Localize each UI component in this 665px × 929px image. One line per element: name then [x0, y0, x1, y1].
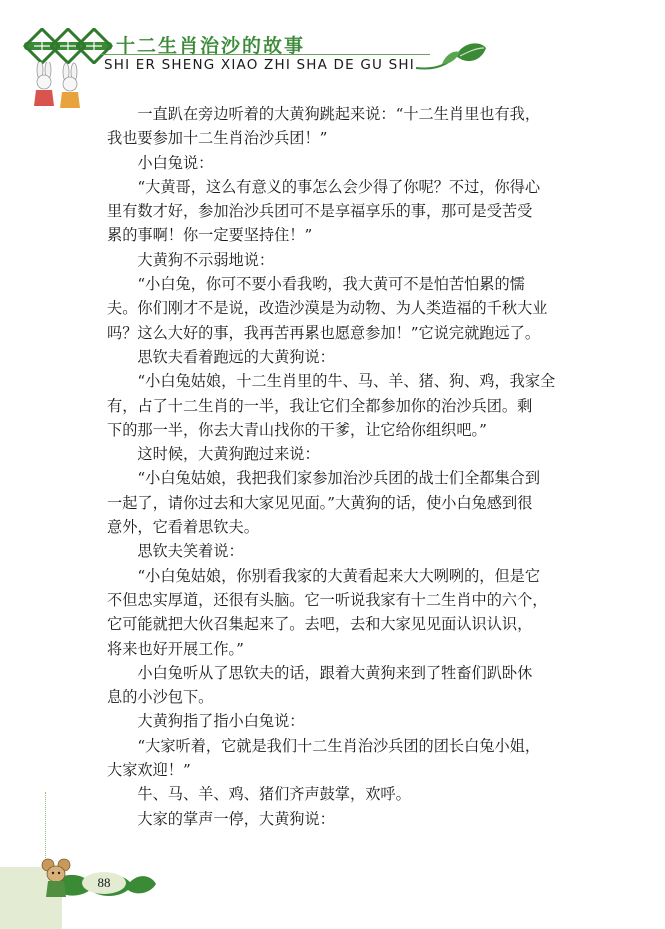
- text-line: 大黄狗不示弱地说：: [107, 250, 275, 269]
- text-line: 吗？这么大好的事，我再苦再累也愿意参加！”它说完就跑远了。: [107, 323, 541, 342]
- text-line: 小白兔听从了思钦夫的话，跟着大黄狗来到了牲畜们趴卧休: [107, 663, 533, 682]
- text-line: “小白兔姑娘，十二生肖里的牛、马、羊、猪、狗、鸡，我家全: [107, 372, 556, 391]
- text-line: 累的事啊！你一定要坚持住！”: [107, 226, 313, 245]
- text-line: 不但忠实厚道，还很有头脑。它一听说我家有十二生肖中的六个，: [107, 590, 548, 609]
- header-title: 十二生肖治沙的故事: [116, 35, 306, 57]
- text-line: 这时候，大黄狗跑过来说：: [107, 445, 320, 464]
- text-line: 一起了，请你过去和大家见见面。”大黄狗的话，使小白兔感到很: [107, 493, 533, 512]
- header-pinyin: SHI ER SHENG XIAO ZHI SHA DE GU SHI: [104, 57, 415, 73]
- text-line: 它可能就把大伙召集起来了。去吧，去和大家见见面认识认识，: [107, 615, 533, 634]
- text-line: 里有数才好，参加治沙兵团可不是享福享乐的事，那可是受苦受: [107, 202, 533, 221]
- text-line: 将来也好开展工作。”: [107, 639, 244, 658]
- header-divider: [100, 54, 430, 55]
- leaf-ornament-icon: [412, 38, 490, 78]
- text-line: 小白兔说：: [107, 153, 214, 172]
- text-line: 牛、马、羊、鸡、猪们齐声鼓掌，欢呼。: [107, 785, 411, 804]
- chinese-knot-icon: [22, 28, 114, 64]
- text-line: 夫。你们刚才不是说，改造沙漠是为动物、为人类造福的千秋大业: [107, 299, 548, 318]
- text-line: 大黄狗指了指小白兔说：: [107, 712, 305, 731]
- rabbit-illustration: [18, 62, 88, 110]
- page-number: 88: [97, 875, 111, 890]
- text-line: 思钦夫笑着说：: [107, 542, 244, 561]
- text-line: 一直趴在旁边听着的大黄狗跳起来说：“十二生肖里也有我，: [107, 105, 541, 123]
- text-line: 有，占了十二生肖的一半，我让它们全都参加你的治沙兵团。剩: [107, 396, 533, 415]
- text-line: 意外，它看着思钦夫。: [107, 518, 259, 537]
- text-line: 下的那一半，你去大青山找你的干爹，让它给你组织吧。”: [107, 420, 487, 439]
- text-line: 息的小沙包下。: [107, 688, 214, 707]
- text-line: “小白兔姑娘，你别看我家的大黄看起来大大咧咧的，但是它: [107, 566, 541, 585]
- text-line: “小白兔，你可不要小看我哟，我大黄可不是怕苦怕累的懦: [107, 275, 525, 294]
- text-line: “小白兔姑娘，我把我们家参加治沙兵团的战士们全都集合到: [107, 469, 541, 488]
- text-line: 大家欢迎！”: [107, 761, 191, 780]
- text-line: “大家听着，它就是我们十二生肖治沙兵团的团长白兔小姐，: [107, 736, 541, 755]
- text-line: 思钦夫看着跑远的大黄狗说：: [107, 347, 335, 366]
- story-text: [107, 102, 559, 831]
- mouse-illustration: [38, 855, 78, 900]
- text-line: “大黄哥，这么有意义的事怎么会少得了你呢？不过，你得心: [107, 177, 541, 196]
- page-header: [0, 0, 665, 110]
- text-line: 大家的掌声一停，大黄狗说：: [107, 809, 335, 828]
- text-line: 我也要参加十二生肖治沙兵团！”: [107, 129, 328, 148]
